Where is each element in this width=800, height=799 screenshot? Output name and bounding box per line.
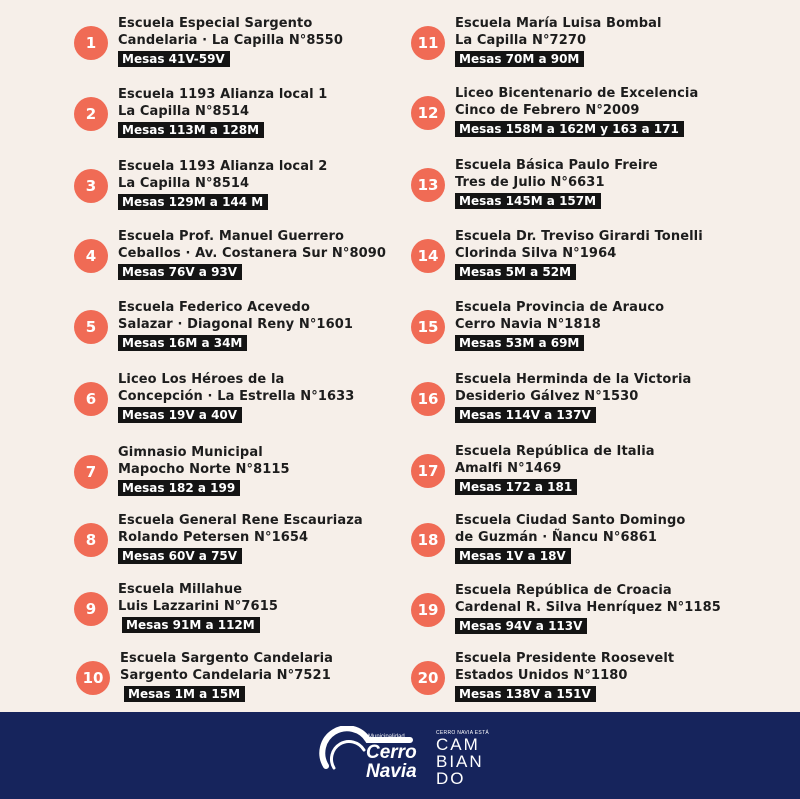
number-badge: 13 — [411, 168, 445, 202]
mesas-label: Mesas 5M a 52M — [455, 264, 576, 280]
logo-word-cerro: Cerro — [366, 742, 417, 763]
school-address: Salazar · Diagonal Reny N°1601 — [118, 316, 354, 332]
mesas-label: Mesas 53M a 69M — [455, 335, 584, 351]
school-address: Cinco de Febrero N°2009 — [455, 102, 640, 118]
location-entry — [411, 229, 703, 280]
location-entry — [411, 158, 658, 209]
mesas-label: Mesas 91M a 112M — [122, 617, 260, 633]
mesas-label: Mesas 138V a 151V — [455, 686, 596, 702]
school-name: Escuela Ciudad Santo Domingo — [455, 513, 686, 528]
logo-wordmark — [346, 743, 417, 781]
mesas-label: Mesas 113M a 128M — [118, 122, 264, 138]
mesas-label: Mesas 60V a 75V — [118, 548, 242, 564]
location-entry — [411, 651, 674, 702]
school-address: Ceballos · Av. Costanera Sur N°8090 — [118, 245, 387, 261]
mesas-label: Mesas 94V a 113V — [455, 618, 587, 634]
number-badge: 7 — [74, 455, 108, 489]
school-name: Escuela Especial Sargento — [118, 16, 313, 31]
number-badge: 3 — [74, 169, 108, 203]
number-badge: 17 — [411, 454, 445, 488]
slogan-line: DO — [436, 769, 466, 788]
school-address: Candelaria · La Capilla N°8550 — [118, 32, 343, 48]
school-name: Escuela Básica Paulo Freire — [455, 158, 658, 173]
school-name: Escuela General Rene Escauriaza — [118, 513, 363, 528]
number-badge: 4 — [74, 239, 108, 273]
school-name: Escuela República de Italia — [455, 444, 655, 459]
location-entry — [74, 300, 353, 351]
number-badge: 6 — [74, 382, 108, 416]
school-address: Cerro Navia N°1818 — [455, 316, 601, 332]
number-badge: 19 — [411, 593, 445, 627]
location-entry — [74, 582, 278, 633]
location-entry — [74, 372, 354, 423]
school-name: Escuela Provincia de Arauco — [455, 300, 665, 315]
location-entry — [76, 651, 333, 702]
school-address: Cardenal R. Silva Henríquez N°1185 — [455, 599, 721, 615]
school-name: Escuela Federico Acevedo — [118, 300, 310, 315]
number-badge: 15 — [411, 310, 445, 344]
mesas-label: Mesas 1V a 18V — [455, 548, 571, 564]
mesas-label: Mesas 129M a 144 M — [118, 194, 268, 210]
location-entry — [74, 16, 343, 67]
number-badge: 12 — [411, 96, 445, 130]
number-badge: 11 — [411, 26, 445, 60]
number-badge: 2 — [74, 97, 108, 131]
mesas-label: Mesas 145M a 157M — [455, 193, 601, 209]
location-entry — [74, 445, 290, 496]
school-address: La Capilla N°8514 — [118, 103, 250, 119]
logo-word-navia: Navia — [365, 761, 417, 782]
location-entry — [411, 86, 698, 137]
location-entry — [411, 444, 655, 495]
mesas-label: Mesas 1M a 15M — [124, 686, 245, 702]
number-badge: 8 — [74, 523, 108, 557]
mesas-label: Mesas 19V a 40V — [118, 407, 242, 423]
number-badge: 5 — [74, 310, 108, 344]
school-address: Estados Unidos N°1180 — [455, 667, 628, 683]
school-name: Liceo Bicentenario de Excelencia — [455, 86, 699, 101]
school-name: Escuela República de Croacia — [455, 583, 672, 598]
number-badge: 9 — [74, 592, 108, 626]
school-address: de Guzmán · Ñancu N°6861 — [455, 529, 658, 545]
school-name: Escuela Prof. Manuel Guerrero — [118, 229, 345, 244]
logo-municipalidad: Municipalidad — [368, 734, 405, 740]
mesas-label: Mesas 76V a 93V — [118, 264, 242, 280]
school-address: Clorinda Silva N°1964 — [455, 245, 617, 261]
school-address: Luis Lazzarini N°7615 — [118, 598, 278, 614]
mesas-label: Mesas 16M a 34M — [118, 335, 247, 351]
school-name: Gimnasio Municipal — [118, 445, 263, 460]
mesas-label: Mesas 114V a 137V — [455, 407, 596, 423]
school-name: Escuela Sargento Candelaria — [120, 651, 334, 666]
school-address: Sargento Candelaria N°7521 — [120, 667, 331, 683]
location-entry — [74, 159, 327, 210]
location-entry — [411, 583, 721, 634]
number-badge: 1 — [74, 26, 108, 60]
school-name: Escuela 1193 Alianza local 2 — [118, 159, 328, 174]
footer-bar — [0, 712, 800, 799]
location-entry — [411, 16, 662, 67]
school-name: Escuela Millahue — [118, 582, 243, 597]
school-name: Liceo Los Héroes de la — [118, 372, 285, 387]
mesas-label: Mesas 158M a 162M y 163 a 171 — [455, 121, 684, 137]
school-name: Escuela María Luisa Bombal — [455, 16, 662, 31]
mesas-label: Mesas 41V-59V — [118, 51, 230, 67]
slogan-caption: CERRO NAVIA ESTÁ — [436, 730, 490, 736]
school-name: Escuela Presidente Roosevelt — [455, 651, 675, 666]
school-address: Concepción · La Estrella N°1633 — [118, 388, 355, 404]
mesas-label: Mesas 70M a 90M — [455, 51, 584, 67]
number-badge: 20 — [411, 661, 445, 695]
slogan-line: CAM — [436, 735, 480, 754]
school-address: Desiderio Gálvez N°1530 — [455, 388, 639, 404]
number-badge: 14 — [411, 239, 445, 273]
mesas-label: Mesas 182 a 199 — [118, 480, 240, 496]
location-entry — [411, 372, 691, 423]
location-entry — [411, 513, 685, 564]
school-name: Escuela 1193 Alianza local 1 — [118, 87, 328, 102]
school-name: Escuela Dr. Treviso Girardi Tonelli — [455, 229, 703, 244]
slogan-line: BIAN — [436, 752, 484, 771]
location-entry — [411, 300, 664, 351]
location-entry — [74, 229, 386, 280]
school-address: Rolando Petersen N°1654 — [118, 529, 309, 545]
mesas-label: Mesas 172 a 181 — [455, 479, 577, 495]
location-entry — [74, 87, 327, 138]
school-name: Escuela Herminda de la Victoria — [455, 372, 692, 387]
school-address: Amalfi N°1469 — [455, 460, 562, 476]
location-entry — [74, 513, 363, 564]
slogan-cambiando — [436, 736, 484, 787]
school-address: Tres de Julio N°6631 — [455, 174, 605, 190]
number-badge: 16 — [411, 382, 445, 416]
school-address: La Capilla N°8514 — [118, 175, 250, 191]
number-badge: 10 — [76, 661, 110, 695]
number-badge: 18 — [411, 523, 445, 557]
school-address: Mapocho Norte N°8115 — [118, 461, 290, 477]
school-address: La Capilla N°7270 — [455, 32, 587, 48]
